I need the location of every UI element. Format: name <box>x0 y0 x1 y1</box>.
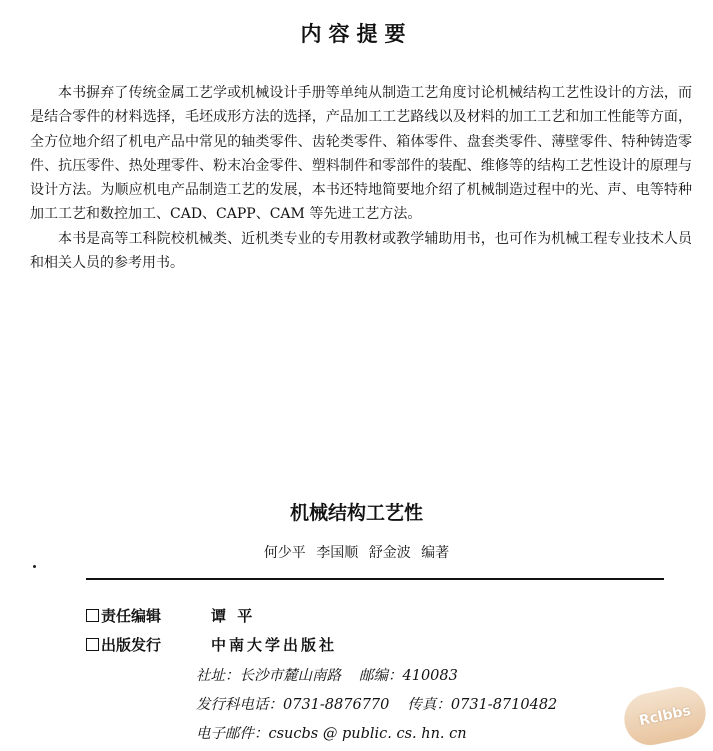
publisher-value: 中南大学出版社 <box>211 635 338 654</box>
book-title: 机械结构工艺性 <box>289 502 423 524</box>
publisher-email: 电子邮件：csucbs @ public. cs. hn. cn <box>196 726 467 742</box>
publisher-phone-line <box>196 693 557 714</box>
editor-label: 责任编辑 <box>101 606 162 625</box>
book-authors: 何少平 李国顺 舒金波 编著 <box>263 545 450 561</box>
publisher-fax: 传真：0731-8710482 <box>407 697 558 713</box>
summary-paragraph: 本书是高等工科院校机械类、近机类专业的专用教材或教学辅助用书，也可作为机械工程专业技术人员和相关人员的参考用书。 <box>30 230 692 272</box>
editor-value: 谭 平 <box>211 606 256 625</box>
summary-section <box>30 81 692 275</box>
publisher-postcode: 邮编：410083 <box>359 668 458 684</box>
publisher-label: 出版发行 <box>101 635 162 654</box>
checkbox-icon <box>86 609 99 622</box>
summary-paragraph: 本书摒弃了传统金属工艺学或机械设计手册等单纯从制造工艺角度讨论机械结构工艺性设计的方法，而是结合零件的材料选择，毛坯成形方法的选择，产品加工工艺路线以及材料的加工工艺和加工性能等方面，全方位地介绍了机电产品中常见的轴类零件、齿轮类零件、箱体零件、盘套类零件、薄壁零件、特种铸造零件、抗压零件、热处理零件、粉末冶金零件、塑料制件和零部件的装配、维修等的结构工艺性设计的原理与设计方法。为顺应机电产品制造工艺的发展，本书还特地简要地介绍了机械制造过程中的光、声、电等特种加工工艺和数控加工、CAD、CAPP、CAM 等先进工艺方法。 <box>30 85 692 223</box>
credit-row-editor <box>86 603 255 627</box>
publisher-address-line <box>196 664 458 685</box>
page-title: 内容提要 <box>300 21 413 46</box>
watermark-logo <box>619 682 710 750</box>
stray-mark <box>33 565 36 568</box>
publisher-phone: 发行科电话：0731-8876770 <box>196 697 390 713</box>
publisher-address: 社址：长沙市麓山南路 <box>196 668 341 684</box>
checkbox-icon <box>86 638 99 651</box>
credit-row-publisher <box>86 632 337 656</box>
watermark-text: Rclbbs <box>637 702 693 730</box>
divider <box>86 578 664 581</box>
